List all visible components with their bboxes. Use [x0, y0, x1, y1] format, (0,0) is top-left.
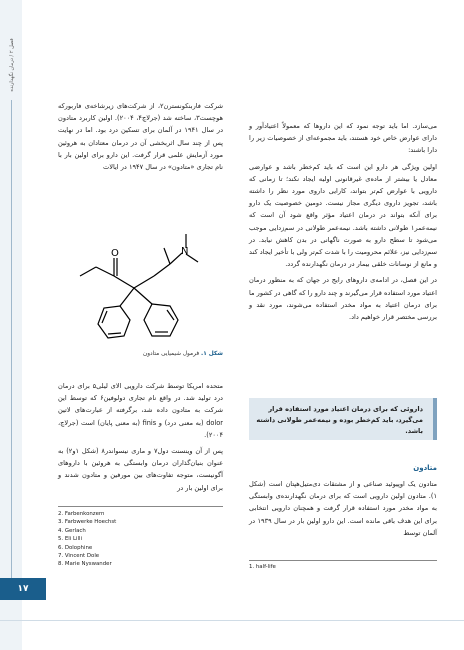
footnote: 6. Dolophine — [58, 544, 93, 551]
left-column-bottom — [58, 380, 223, 498]
sidebar-rule — [11, 100, 12, 580]
page-number: ۱۷ — [0, 578, 46, 600]
footnotes-right — [249, 563, 276, 571]
left-column-top — [58, 100, 223, 177]
methadone-structure-figure — [70, 196, 220, 346]
paragraph: متادون یک اوپیوئید صناعی و از مشتقات دی‌متیل‌هپتان است (شکل ۱). متادون اولین دارویی است که برای درمان نگهدارنده‌ی وابستگی به مواد مخدر مورد استفاده قرار گرفت و همچنان دارویی انتخابی برای این هدف باقی مانده است. این دارو اولین بار در سال ۱۹۳۹ در آلمان توسط — [249, 480, 438, 537]
footnote-divider — [249, 560, 437, 561]
paragraph: متحده امریکا توسط شرکت دارویی الای لیلی۵ برای درمان درد تولید شد. در واقع نام تجاری دولوفین۶ که توسط این شرکت به متادون داده شد، برگرفته از عبارت‌های لاتین dolor (به معنی درد) و finis (به معنی پایان) است (جرلاچ، ۲۰۰۴). — [58, 382, 223, 439]
paragraph: پس از آن وینسنت دول۷ و ماری نیسواندر۸ (شکل ۱و۲) به عنوان بنیان‌گذاران درمان وابستگی به هروئین با داروهای آگونیست، متوجه تفاوت‌های بین مورفین و متادون شدند و برای اولین بار در — [58, 447, 223, 492]
footnote: 8. Marie Nyswander — [58, 561, 112, 568]
footnote: 7. Vincent Dole — [58, 553, 100, 560]
footnote: 3. Farbwerke Hoechst — [58, 519, 117, 526]
svg-text:O: O — [111, 248, 119, 259]
paragraph: می‌سازد. اما باید توجه نمود که این داروها که معمولاً اعتیادآور و دارای عوارض خاص خود هستند، باید مجموعه‌ای از خصوصیات زیر را دارا باشند: — [249, 122, 437, 155]
right-column-methadone — [249, 478, 437, 543]
paragraph: در این فصل، در ادامه‌ی داروهای رایج در جهان که به منظور درمان اعتیاد مورد استفاده قرار می‌گیرند و چند دارو را که گاهی در کشور ما برای درمان اعتیاد به مواد مخدر استفاده می‌شوند، مورد نقد و بررسی مختصر قرار خواهیم داد. — [249, 276, 437, 322]
footnote: 2. Farbenkonzern — [58, 511, 105, 517]
svg-text:N: N — [181, 246, 189, 257]
section-heading: متادون — [413, 464, 437, 472]
footnote: 5. Eli Lilli — [58, 536, 82, 543]
highlight-box: داروئی که برای درمان اعتیاد مورد استفاده قرار می‌گیرد، باید کم‌خطر بوده و نیمه‌عمر طولانی داشته باشد. — [249, 398, 437, 440]
right-column — [249, 120, 437, 327]
paragraph: شرکت فاربنکونسترن۲، از شرکت‌های زیرشاخه‌ی فاربورکه هوچست۳، ساخته شد (جرلاچ۴، ۲۰۰۴). اولین کاربرد متادون در سال ۱۹۴۱ در آلمان برای تسکین درد بود. اما در نهایت پس از چند سال اثربخشی آن در درمان معتادان به هروئین مورد آزمایش علمی قرار گرفت. این دارو برای اولین بار با نام تجاری «متادون» در سال ۱۹۴۷ در ایالات — [58, 102, 224, 172]
footnote-divider — [58, 506, 223, 507]
chapter-label: فصل ۲ / درمان نگهدارنده — [9, 38, 15, 92]
page-bottom-rule — [0, 620, 464, 621]
figure-caption — [58, 351, 223, 357]
footnotes-left — [58, 510, 116, 569]
figure-caption-label: شکل ۱. — [200, 351, 223, 357]
figure-caption-text: فرمول شیمیایی متادون — [142, 351, 200, 357]
paragraph: اولین ویژگی هر دارو این است که باید کم‌خطر باشد و عوارضی معادل یا بیشتر از ماده‌ی غیرقانونی اولیه ایجاد نکند؛ تا زمانی که دارویی با عوارض کم‌تر بتواند، کارایی داروی مورد نظر را داشته باشد، تجویز داروی دیگری مجاز نیست. دومین خصوصیت یک دارو برای آنکه بتواند در درمان اعتیاد مؤثر واقع شود آن است که نیمه‌عمر۱ طولانی داشته باشد. نیمه‌عمر طولانی در سم‌زدایی موجب می‌شود تا سطح دارو به صورت ناگهانی در بدن کاهش نیابد. در سم‌زدایی نیز، علائم محرومیت را با شدت کم‌تر ولی با تأخیر ایجاد کند و مانع از نوسانات خلقی بیمار در درمان نگهدارنده گردد. — [249, 162, 437, 269]
footnote: 4. Gerlach — [58, 527, 86, 534]
footnote: 1. half-life — [249, 564, 276, 570]
